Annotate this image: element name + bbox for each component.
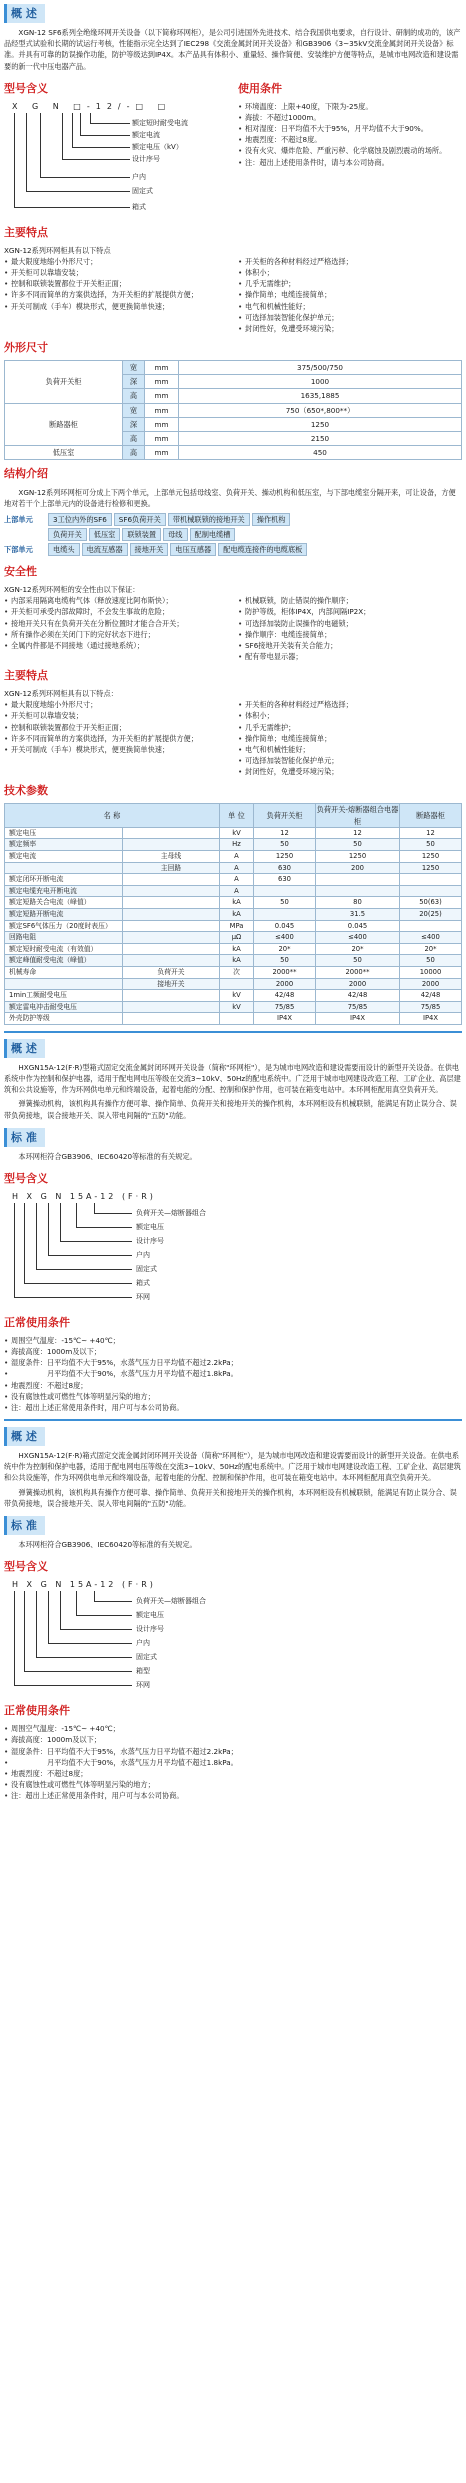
table-cell bbox=[123, 827, 220, 839]
s1-model-label: 额定电压（kV） bbox=[132, 142, 183, 151]
table-row bbox=[5, 897, 462, 909]
s3-model-label: 设计序号 bbox=[136, 1625, 164, 1634]
table-cell: 50 bbox=[254, 955, 316, 967]
table-row bbox=[5, 943, 462, 955]
s1-feature2-lead: XGN-12系列环网柜具有以下特点： bbox=[4, 689, 118, 699]
list-item: • 最大限度地缩小外形尺寸； bbox=[4, 699, 228, 710]
struct-cell: 低压室 bbox=[89, 528, 121, 541]
list-item: • 全属内件都是不同接地（通过接地系统）； bbox=[4, 640, 228, 651]
table-cell: 额定电缆充电开断电流 bbox=[5, 885, 123, 897]
s3-overview-title: 概 述 bbox=[4, 1427, 45, 1446]
struct-cell: 负荷开关 bbox=[48, 528, 87, 541]
list-item: • 湿度条件：日平均值不大于95%，水蒸气压力日平均值不超过2.2kPa； bbox=[4, 1357, 462, 1368]
list-item: • 封闭性好，免遭受环境污染； bbox=[238, 766, 462, 777]
table-cell: 额定短路开断电流 bbox=[5, 908, 123, 920]
s2-model-label: 负荷开关—熔断器组合 bbox=[136, 1208, 206, 1217]
table-cell: 75/85 bbox=[400, 1001, 462, 1013]
table-cell: mm bbox=[145, 446, 179, 460]
s2-std-text: 本环网柜符合GB3906、IEC60420等标准的有关规定。 bbox=[18, 1151, 197, 1161]
s1-safety-right bbox=[238, 595, 462, 662]
table-cell bbox=[123, 1001, 220, 1013]
table-cell bbox=[123, 1013, 220, 1025]
table-cell: 50 bbox=[254, 897, 316, 909]
table-cell: 31.5 bbox=[316, 908, 400, 920]
table-cell bbox=[5, 978, 123, 990]
s1-model-label: 额定短时耐受电流 bbox=[132, 118, 188, 127]
list-item: • 操作顺序：电缆连接简单； bbox=[238, 629, 462, 640]
table-cell: A bbox=[220, 874, 254, 886]
table-cell bbox=[220, 1013, 254, 1025]
list-item: • 开关柜可承受内部故障时，不会发生事故的危险； bbox=[4, 606, 228, 617]
list-item: • 体积小； bbox=[238, 710, 462, 721]
table-cell: 额定频率 bbox=[5, 839, 123, 851]
table-cell: 额定电流 bbox=[5, 850, 123, 862]
table-cell: 主回路 bbox=[123, 862, 220, 874]
s1-overview-text: XGN-12 SF6系列全绝缘环网开关设备（以下简称环网柜），是公司引进国外先进技术、结合我国供电要求，自行设计、研制的成功的，该产品经型式试验和长期的试运行考核，性能指示完全达到了IEC298《交流金属封闭开关设备》和GB3906《3~35kV交流金属封闭开关设备》标准。并具有可靠的防误操作功能，防护等级达到IP4X。本产品具有体积小、重量轻、操作简便、安装维护方便等特点，是城市电网改造和建设需要的新一代中压电器产品。 bbox=[4, 28, 461, 71]
table-cell bbox=[123, 897, 220, 909]
table-cell: 42/48 bbox=[400, 990, 462, 1002]
table-cell: ≤400 bbox=[316, 932, 400, 944]
s1-model-label: 设计序号 bbox=[132, 154, 160, 163]
table-row bbox=[5, 862, 462, 874]
table-cell: 50 bbox=[400, 839, 462, 851]
list-item: • 电气和机械性能好； bbox=[238, 301, 462, 312]
list-item: • 几乎无需维护； bbox=[238, 722, 462, 733]
table-cell: IP4X bbox=[254, 1013, 316, 1025]
s3-model-label: 负荷开关—熔断器组合 bbox=[136, 1597, 206, 1606]
table-cell bbox=[400, 885, 462, 897]
s2-std-title: 标 准 bbox=[4, 1128, 45, 1147]
table-header: 负荷开关-熔断器组合电器柜 bbox=[316, 805, 399, 826]
s1-tech-title: 技术参数 bbox=[4, 784, 48, 798]
list-item: • 配有带电显示器； bbox=[238, 651, 462, 662]
s2-model-label: 设计序号 bbox=[136, 1236, 164, 1245]
table-cell bbox=[123, 839, 220, 851]
table-cell: 深 bbox=[123, 417, 145, 431]
table-cell: 20* bbox=[254, 943, 316, 955]
table-cell bbox=[254, 885, 316, 897]
table-cell: mm bbox=[145, 361, 179, 375]
list-item: • 周围空气温度：-15℃~ +40℃； bbox=[4, 1335, 462, 1346]
table-cell: 12 bbox=[316, 827, 400, 839]
table-cell bbox=[123, 874, 220, 886]
table-cell: IP4X bbox=[316, 1013, 400, 1025]
table-cell: 12 bbox=[400, 827, 462, 839]
s1-safety-left bbox=[4, 595, 228, 662]
table-row bbox=[5, 920, 462, 932]
table-cell bbox=[254, 908, 316, 920]
list-item: • 海拔：不超过1000m。 bbox=[238, 112, 462, 123]
s1-struct-lower bbox=[4, 543, 462, 556]
table-cell: 50 bbox=[254, 839, 316, 851]
table-cell bbox=[123, 920, 220, 932]
s1-struct-lower-lead: 下部单元 bbox=[4, 544, 33, 554]
table-cell: kA bbox=[220, 955, 254, 967]
table-row bbox=[5, 978, 462, 990]
list-item: • 相对湿度：日平均值不大于95%，月平均值不大于90%。 bbox=[238, 123, 462, 134]
table-cell: 2000** bbox=[316, 966, 400, 978]
s2-overview-title: 概 述 bbox=[4, 1039, 45, 1058]
table-cell: 50 bbox=[400, 955, 462, 967]
table-cell: 1250 bbox=[316, 850, 400, 862]
list-item: • 操作简单；电缆连接简单； bbox=[238, 289, 462, 300]
table-cell: kV bbox=[220, 1001, 254, 1013]
table-cell: 2000 bbox=[316, 978, 400, 990]
table-header: 名 称 bbox=[5, 804, 220, 827]
table-row bbox=[5, 874, 462, 886]
s2-model-code: H X G N 15A-12 (F·R) bbox=[12, 1191, 156, 1201]
table-cell: 20* bbox=[316, 943, 400, 955]
table-cell: ≤400 bbox=[400, 932, 462, 944]
table-cell bbox=[123, 908, 220, 920]
table-row bbox=[5, 827, 462, 839]
table-cell: kA bbox=[220, 908, 254, 920]
s1-safety-title: 安全性 bbox=[4, 564, 37, 578]
list-item: • 环境温度：上限+40度，下限为-25度。 bbox=[238, 101, 462, 112]
list-item: • 封闭性好，免遭受环境污染； bbox=[238, 323, 462, 334]
table-cell: Hz bbox=[220, 839, 254, 851]
s1-usage-list bbox=[238, 101, 462, 168]
s1-model-diagram bbox=[4, 101, 228, 219]
table-cell: 宽 bbox=[123, 361, 145, 375]
list-item: • 月平均值不大于90%，水蒸气压力月平均值不超过1.8kPa。 bbox=[4, 1757, 462, 1768]
table-cell: 80 bbox=[316, 897, 400, 909]
list-item: • SF6接地开关装有关合能力； bbox=[238, 640, 462, 651]
table-cell bbox=[5, 862, 123, 874]
table-cell: 42/48 bbox=[316, 990, 400, 1002]
s1-struct-upper-lead: 上部单元 bbox=[4, 514, 33, 524]
table-cell: 额定短时耐受电流（有效值） bbox=[5, 943, 123, 955]
table-cell: 750（650*,800**） bbox=[179, 403, 462, 417]
table-cell: 1250 bbox=[179, 417, 462, 431]
table-cell: A bbox=[220, 850, 254, 862]
list-item: • 没有腐蚀性或可燃性气体等明显污染的地方； bbox=[4, 1779, 462, 1790]
table-cell: MPa bbox=[220, 920, 254, 932]
list-item: • 可选择加装防止误操作的电磁锁； bbox=[238, 618, 462, 629]
list-item: • 许多不同而简单的方案供选择，为开关柜的扩展提供方便； bbox=[4, 289, 228, 300]
s1-usage-col bbox=[238, 75, 462, 219]
table-cell: 高 bbox=[123, 446, 145, 460]
struct-cell: 联锁装置 bbox=[122, 528, 161, 541]
list-item: • 地震烈度：不超过8度。 bbox=[238, 134, 462, 145]
struct-cell: 电压互感器 bbox=[170, 543, 216, 556]
s1-feature2-right bbox=[238, 699, 462, 777]
table-cell: 200 bbox=[316, 862, 400, 874]
table-row bbox=[5, 839, 462, 851]
table-cell bbox=[123, 885, 220, 897]
list-item: • 注：超出上述正常使用条件时，用户可与本公司协商。 bbox=[4, 1790, 462, 1801]
table-header: 单 位 bbox=[220, 804, 254, 827]
table-cell: 1250 bbox=[400, 850, 462, 862]
list-item: • 接地开关只有在负荷开关在分断位置时才能合合开关； bbox=[4, 618, 228, 629]
table-cell: 负荷开关 bbox=[123, 966, 220, 978]
struct-cell: 配电缆连接件的电缆底板 bbox=[218, 543, 307, 556]
s2-model-diagram bbox=[4, 1191, 462, 1309]
table-cell: 2000 bbox=[254, 978, 316, 990]
table-cell: 75/85 bbox=[254, 1001, 316, 1013]
table-cell bbox=[220, 978, 254, 990]
table-cell: 42/48 bbox=[254, 990, 316, 1002]
table-row bbox=[5, 966, 462, 978]
table-row bbox=[5, 446, 462, 460]
table-cell: 2000 bbox=[400, 978, 462, 990]
table-row bbox=[5, 932, 462, 944]
list-item: • 海拔高度：1000m及以下； bbox=[4, 1734, 462, 1745]
table-header: 负荷开关柜 bbox=[254, 804, 316, 827]
table-cell: mm bbox=[145, 417, 179, 431]
s3-std-title: 标 准 bbox=[4, 1516, 45, 1535]
table-cell: kV bbox=[220, 827, 254, 839]
s3-overview-text2: 弹簧操动机构，该机构具有操作方便可靠、操作简单、负荷开关和接地开关的操作机构，本环网柜设有机械联锁，能满足有防止误分合、误带负荷接地，误合接地开关、误入带电间隔的"五防"功能。 bbox=[4, 1487, 457, 1508]
list-item: • 内部采用隔离电缆构气体（释放速度比阿布斯快）； bbox=[4, 595, 228, 606]
table-cell: 负荷开关柜 bbox=[5, 361, 123, 403]
list-item: • 可选择加装智能化保护单元； bbox=[238, 312, 462, 323]
s3-model-diagram bbox=[4, 1579, 462, 1697]
table-row bbox=[5, 403, 462, 417]
table-cell: 10000 bbox=[400, 966, 462, 978]
table-cell: 20(25) bbox=[400, 908, 462, 920]
list-item: • 地震烈度：不超过8度； bbox=[4, 1768, 462, 1779]
table-header-row bbox=[5, 804, 462, 827]
s1-model-label: 固定式 bbox=[132, 186, 153, 195]
table-cell: 接地开关 bbox=[123, 978, 220, 990]
struct-cell: 3工位内外的SF6 bbox=[48, 513, 112, 526]
table-cell: μΩ bbox=[220, 932, 254, 944]
table-cell: 0.045 bbox=[316, 920, 400, 932]
list-item: • 注：超出上述正常使用条件时，用户可与本公司协商。 bbox=[4, 1402, 462, 1413]
s3-cond-list bbox=[4, 1723, 462, 1801]
s1-tech-table bbox=[4, 803, 462, 1024]
table-cell: kA bbox=[220, 897, 254, 909]
s1-struct-title: 结构介绍 bbox=[4, 467, 48, 481]
list-item: • 操作简单；电缆连接简单； bbox=[238, 733, 462, 744]
s2-overview-text: HXGN15A-12(F·R)型箱式固定交流金属封闭环网开关设备（简称"环网柜"），是为城市电网改造和建设需要而设计的新型开关设备。在供电系统中作为控制和保护电器，适用于配电网电压等级在交流3~10kV、50Hz的配电系统中。广泛用于城市电网建设改造工程、工矿企业、高层建筑和公共设施等，作为环网供电单元和终端设备，起着电能的分配、控制和保护作用，也可装在箱变电站中。本环网柜配用真空负荷开关。 bbox=[4, 1062, 461, 1095]
struct-cell: 母线 bbox=[163, 528, 187, 541]
s1-struct-text: XGN-12系列环网柜可分成上下两个单元，上部单元包括母线室、负荷开关、操动机构和低压室，与下部电缆室分隔开来，可让设备，方便地对若干个上部单元内的设备进行检修和更换。 bbox=[4, 488, 456, 509]
list-item: • 没有腐蚀性或可燃性气体等明显污染的地方； bbox=[4, 1391, 462, 1402]
list-item: • 周围空气温度：-15℃~ +40℃； bbox=[4, 1723, 462, 1734]
table-cell bbox=[123, 990, 220, 1002]
table-row bbox=[5, 1001, 462, 1013]
table-cell: mm bbox=[145, 403, 179, 417]
table-cell: 额定闭环开断电流 bbox=[5, 874, 123, 886]
table-cell: mm bbox=[145, 431, 179, 445]
s1-overview-title: 概 述 bbox=[4, 4, 45, 23]
s1-feature-cols bbox=[4, 256, 462, 334]
table-cell: 2150 bbox=[179, 431, 462, 445]
s1-dim-title: 外形尺寸 bbox=[4, 341, 48, 355]
table-cell: 0.045 bbox=[254, 920, 316, 932]
table-cell: 1250 bbox=[400, 862, 462, 874]
s3-model-title: 型号含义 bbox=[4, 1560, 48, 1574]
list-item: • 地震烈度：不超过8度； bbox=[4, 1380, 462, 1391]
table-cell: 1000 bbox=[179, 375, 462, 389]
list-item: • 几乎无需维护； bbox=[238, 278, 462, 289]
table-cell: 外壳防护等级 bbox=[5, 1013, 123, 1025]
table-cell: 50(63) bbox=[400, 897, 462, 909]
s2-cond-title: 正常使用条件 bbox=[4, 1315, 70, 1329]
table-cell bbox=[123, 943, 220, 955]
s2-model-label: 环网 bbox=[136, 1292, 150, 1301]
struct-cell: 电缆头 bbox=[48, 543, 80, 556]
table-cell: 20* bbox=[400, 943, 462, 955]
s1-feature2-cols bbox=[4, 699, 462, 777]
s3-std-text: 本环网柜符合GB3906、IEC60420等标准的有关规定。 bbox=[18, 1539, 197, 1549]
list-item: • 所有操作必须在关闭门下的完好状态下进行； bbox=[4, 629, 228, 640]
table-cell: 375/500/750 bbox=[179, 361, 462, 375]
s2-model-title: 型号含义 bbox=[4, 1171, 48, 1185]
s3-overview-text: HXGN15A-12(F·R)箱式固定交流金属封闭环网开关设备（简称"环网柜"），是为城市电网改造和建设需要而设计的新型开关设备。在供电系统中作为控制和保护电器，适用于配电网电压等级在交流3~10kV、50Hz的配电系统中。广泛用于城市电网建设改造工程、工矿企业、高层建筑和公共设施等，作为环网供电单元和终端设备，起着电能的分配、控制和保护作用，也可装在箱变电站中。本环网柜配用真空负荷开关。 bbox=[4, 1451, 461, 1483]
table-row bbox=[5, 850, 462, 862]
struct-cell: 接地开关 bbox=[130, 543, 169, 556]
s2-cond-list bbox=[4, 1335, 462, 1413]
struct-cell: 操作机构 bbox=[252, 513, 291, 526]
table-header: 断路器柜 bbox=[400, 804, 462, 827]
table-cell: 高 bbox=[123, 389, 145, 403]
s2-model-label: 固定式 bbox=[136, 1264, 157, 1273]
s1-usage-title: 使用条件 bbox=[238, 81, 282, 95]
s2-overview-text2: 弹簧操动机构，该机构具有操作方便可靠、操作简单、负荷开关和接地开关的操作机构，本环网柜设有机械联锁，能满足有防止误分合、误带负荷接地，误合接地开关、误入带电间隔的"五防"功能。 bbox=[4, 1099, 457, 1120]
table-cell: 额定峰值耐受电流（峰值） bbox=[5, 955, 123, 967]
table-cell: 630 bbox=[254, 862, 316, 874]
s1-struct-upper2 bbox=[4, 528, 462, 541]
table-cell: 次 bbox=[220, 966, 254, 978]
struct-cell: 带机械联锁的接地开关 bbox=[168, 513, 250, 526]
table-cell: 主母线 bbox=[123, 850, 220, 862]
s3-model-code: H X G N 15A-12 (F·R) bbox=[12, 1580, 156, 1590]
table-row bbox=[5, 908, 462, 920]
s1-model-label: 箱式 bbox=[132, 202, 146, 211]
s1-model-code: X G N □-12/-□ □ bbox=[12, 101, 172, 111]
table-cell: 额定雷电冲击耐受电压 bbox=[5, 1001, 123, 1013]
table-row bbox=[5, 955, 462, 967]
s1-model-label: 额定电流 bbox=[132, 130, 160, 139]
s1-dim-table bbox=[4, 360, 462, 460]
table-cell: 50 bbox=[316, 955, 400, 967]
table-cell: 450 bbox=[179, 446, 462, 460]
s1-safety-lead: XGN-12系列环网柜的安全性由以下保证： bbox=[4, 585, 140, 595]
list-item: • 开关柜的各种材料经过严格选择； bbox=[238, 256, 462, 267]
table-cell bbox=[400, 874, 462, 886]
table-cell: 额定SF6气体压力（20度时表压） bbox=[5, 920, 123, 932]
table-cell bbox=[316, 874, 400, 886]
s1-model-label: 户内 bbox=[132, 172, 146, 181]
s1-model-title: 型号含义 bbox=[4, 81, 48, 95]
list-item: • 开关可制成（手车）模块形式，便更换简单快速； bbox=[4, 744, 228, 755]
list-item: • 没有火灾、爆炸危险、严重污秽、化学腐蚀及剧烈震动的场所。 bbox=[238, 145, 462, 156]
s1-feature2-left bbox=[4, 699, 228, 777]
s1-feature-lead: XGN-12系列环网柜具有以下特点 bbox=[4, 245, 111, 255]
list-item: • 电气和机械性能好； bbox=[238, 744, 462, 755]
table-cell: 1635,1885 bbox=[179, 389, 462, 403]
list-item: • 可选择加装智能化保护单元； bbox=[238, 755, 462, 766]
table-cell: 回路电阻 bbox=[5, 932, 123, 944]
list-item: • 防护等级，柜体IP4X，内部间隔IP2X； bbox=[238, 606, 462, 617]
table-cell: 深 bbox=[123, 375, 145, 389]
list-item: • 月平均值不大于90%，水蒸气压力月平均值不超过1.8kPa。 bbox=[4, 1368, 462, 1379]
s1-model-col bbox=[4, 75, 228, 219]
table-cell: 宽 bbox=[123, 403, 145, 417]
s3-model-label: 环网 bbox=[136, 1681, 150, 1690]
s3-cond-title: 正常使用条件 bbox=[4, 1704, 70, 1718]
list-item: • 开关柜的各种材料经过严格选择； bbox=[238, 699, 462, 710]
table-row bbox=[5, 885, 462, 897]
s3-model-label: 额定电压 bbox=[136, 1611, 164, 1620]
s3-model-label: 箱型 bbox=[136, 1667, 150, 1676]
list-item: • 体积小； bbox=[238, 267, 462, 278]
s1-feature-right bbox=[238, 256, 462, 334]
table-cell: 额定短路关合电流（峰值） bbox=[5, 897, 123, 909]
struct-cell: SF6负荷开关 bbox=[114, 513, 166, 526]
s2-model-label: 户内 bbox=[136, 1250, 150, 1259]
table-cell: 额定电压 bbox=[5, 827, 123, 839]
s3-model-label: 户内 bbox=[136, 1639, 150, 1648]
s1-struct-upper bbox=[4, 513, 462, 526]
list-item: • 开关可制成（手车）模块形式，便更换简单快速； bbox=[4, 301, 228, 312]
table-row bbox=[5, 990, 462, 1002]
table-cell: A bbox=[220, 862, 254, 874]
list-item: • 控制和联锁装置都位于开关柜正面； bbox=[4, 278, 228, 289]
table-cell: 低压室 bbox=[5, 446, 123, 460]
table-cell: 630 bbox=[254, 874, 316, 886]
list-item: • 开关柜可以靠墙安装； bbox=[4, 710, 228, 721]
s1-feature-left bbox=[4, 256, 228, 334]
table-cell: mm bbox=[145, 389, 179, 403]
table-cell: mm bbox=[145, 375, 179, 389]
s2-model-label: 额定电压 bbox=[136, 1222, 164, 1231]
struct-cell: 电流互感器 bbox=[82, 543, 128, 556]
table-cell: 2000** bbox=[254, 966, 316, 978]
table-cell bbox=[123, 932, 220, 944]
table-cell: 1min工频耐受电压 bbox=[5, 990, 123, 1002]
table-cell: 12 bbox=[254, 827, 316, 839]
list-item: • 海拔高度：1000m及以下； bbox=[4, 1346, 462, 1357]
s2-model-label: 箱式 bbox=[136, 1278, 150, 1287]
list-item: • 机械联锁，防止错误的操作顺序； bbox=[238, 595, 462, 606]
table-cell: 断路器柜 bbox=[5, 403, 123, 445]
table-cell: ≤400 bbox=[254, 932, 316, 944]
table-row bbox=[5, 361, 462, 375]
s1-tech-body bbox=[5, 827, 462, 1024]
table-cell bbox=[123, 955, 220, 967]
table-cell: A bbox=[220, 885, 254, 897]
list-item: • 最大限度地缩小外形尺寸； bbox=[4, 256, 228, 267]
list-item: • 控制和联锁装置都位于开关柜正面； bbox=[4, 722, 228, 733]
s3-model-label: 固定式 bbox=[136, 1653, 157, 1662]
list-item: • 开关柜可以靠墙安装； bbox=[4, 267, 228, 278]
table-cell: 75/85 bbox=[316, 1001, 400, 1013]
table-cell: 1250 bbox=[254, 850, 316, 862]
s1-model-usage bbox=[4, 75, 462, 219]
table-cell: kV bbox=[220, 990, 254, 1002]
s1-feature2-title: 主要特点 bbox=[4, 669, 48, 683]
s1-safety-cols bbox=[4, 595, 462, 662]
list-item: • 注：超出上述使用条件时，请与本公司协商。 bbox=[238, 157, 462, 168]
list-item: • 许多不同而简单的方案供选择，为开关柜的扩展提供方便； bbox=[4, 733, 228, 744]
struct-cell: 配制电缆槽 bbox=[190, 528, 236, 541]
table-cell bbox=[400, 920, 462, 932]
table-cell: 高 bbox=[123, 431, 145, 445]
table-cell: 机械寿命 bbox=[5, 966, 123, 978]
table-cell: kA bbox=[220, 943, 254, 955]
s1-feature-title: 主要特点 bbox=[4, 225, 48, 239]
table-cell: IP4X bbox=[400, 1013, 462, 1025]
table-cell: 50 bbox=[316, 839, 400, 851]
list-item: • 湿度条件：日平均值不大于95%，水蒸气压力日平均值不超过2.2kPa； bbox=[4, 1746, 462, 1757]
table-row bbox=[5, 1013, 462, 1025]
table-cell bbox=[316, 885, 400, 897]
